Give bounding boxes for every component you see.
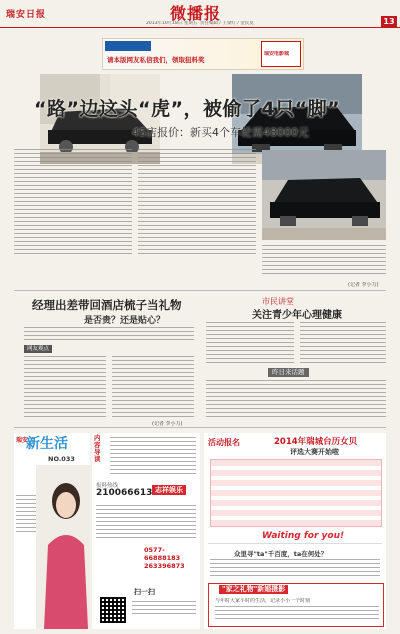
ad-logo	[105, 41, 151, 51]
preview-text	[110, 437, 196, 477]
new-life-issue: NO.033	[48, 455, 75, 463]
ad-brand-badge	[261, 41, 301, 67]
hotline-number: 210066613	[96, 488, 153, 498]
parenting-column-2	[112, 356, 194, 420]
parenting-byline: (记者 李小力)	[152, 421, 183, 427]
lecture-day-label: 昨日来话题	[268, 368, 309, 377]
new-life-left-notes	[16, 495, 36, 535]
bottom-promo-sub: 与年时大家平时的生活，记录小小一个时刻	[215, 598, 311, 604]
new-life-preview	[92, 433, 200, 629]
parenting-headline: 经理出差带回酒店梳子当礼物	[32, 298, 182, 312]
preview-label: 内容导读	[94, 434, 101, 463]
qr-code	[100, 597, 126, 623]
qq-number: 263396873	[144, 562, 185, 570]
section-divider	[14, 290, 386, 291]
lecture-column-2	[300, 322, 386, 366]
event-subtitle: 评选大赛开始啦	[290, 448, 339, 456]
bottom-promo-text: "家之礼物"新婚摄影	[219, 585, 288, 594]
main-subheadline: 4S店报价：新买4个车轮需48000元	[132, 126, 309, 139]
ad-brand: 瑞安电影城	[264, 51, 290, 57]
parenting-subheadline: 是否贵？还是贴心？	[84, 316, 166, 326]
parenting-intro	[24, 327, 194, 343]
scan-label: 扫一扫	[134, 588, 155, 596]
lecture-kicker: 市民讲堂	[262, 297, 294, 306]
main-story-column-2	[138, 149, 256, 257]
event-promo-text	[210, 559, 380, 579]
column-name: 微播报	[170, 4, 222, 23]
event-label: 活动报名	[208, 438, 240, 447]
date-line: 2013年10月18日 星期五	[146, 21, 198, 26]
hotline-label: 报料热线	[96, 483, 119, 489]
lecture-headline: 关注青少年心理健康	[252, 310, 342, 321]
masthead	[0, 0, 400, 30]
bottom-promo-box[interactable]	[208, 583, 384, 627]
event-promo: 众里寻"ta"千百度，ta在何处？	[234, 550, 328, 558]
event-waiting: Waiting for you!	[262, 531, 345, 541]
parenting-tag: 网友观点	[24, 345, 52, 353]
event-section	[204, 433, 386, 629]
lecture-column-3	[206, 380, 386, 420]
event-rule	[208, 543, 382, 544]
model-photo	[36, 465, 90, 629]
main-story-column-1	[14, 149, 132, 257]
event-title: 2014年瑞城台历女贝	[274, 437, 358, 447]
masthead-rule	[0, 27, 400, 28]
new-life-brand-small: 瑞安	[16, 437, 29, 444]
bottom-promo-lines	[215, 606, 379, 622]
phone-number: 0577-66888183	[144, 546, 181, 562]
new-life-section	[14, 433, 90, 629]
main-story-photo	[262, 150, 386, 240]
bottom-divider	[14, 427, 386, 428]
paper-name: 瑞安日报	[6, 10, 47, 20]
ad-headline: 请本版网友私信我们，领取狙料奖	[107, 56, 205, 64]
event-table	[210, 459, 382, 527]
scan-text	[132, 601, 196, 617]
new-life-title: 新生活	[26, 436, 68, 452]
hotline-text	[96, 505, 196, 541]
main-headline: “路”边这头“虎”，被偷了4只“脚”	[34, 98, 341, 120]
page-number: 13	[381, 16, 397, 27]
main-story-column-3	[262, 245, 386, 277]
lecture-column-1	[206, 322, 294, 366]
main-story-byline: (记者 李小力)	[348, 282, 379, 288]
top-ad-banner[interactable]	[102, 38, 304, 70]
editor-line: 责任编辑 / 王梁红 / 金民莫	[200, 21, 254, 26]
sponsor-badge: 志祥娱乐	[152, 485, 186, 495]
parenting-column-1	[24, 356, 106, 420]
